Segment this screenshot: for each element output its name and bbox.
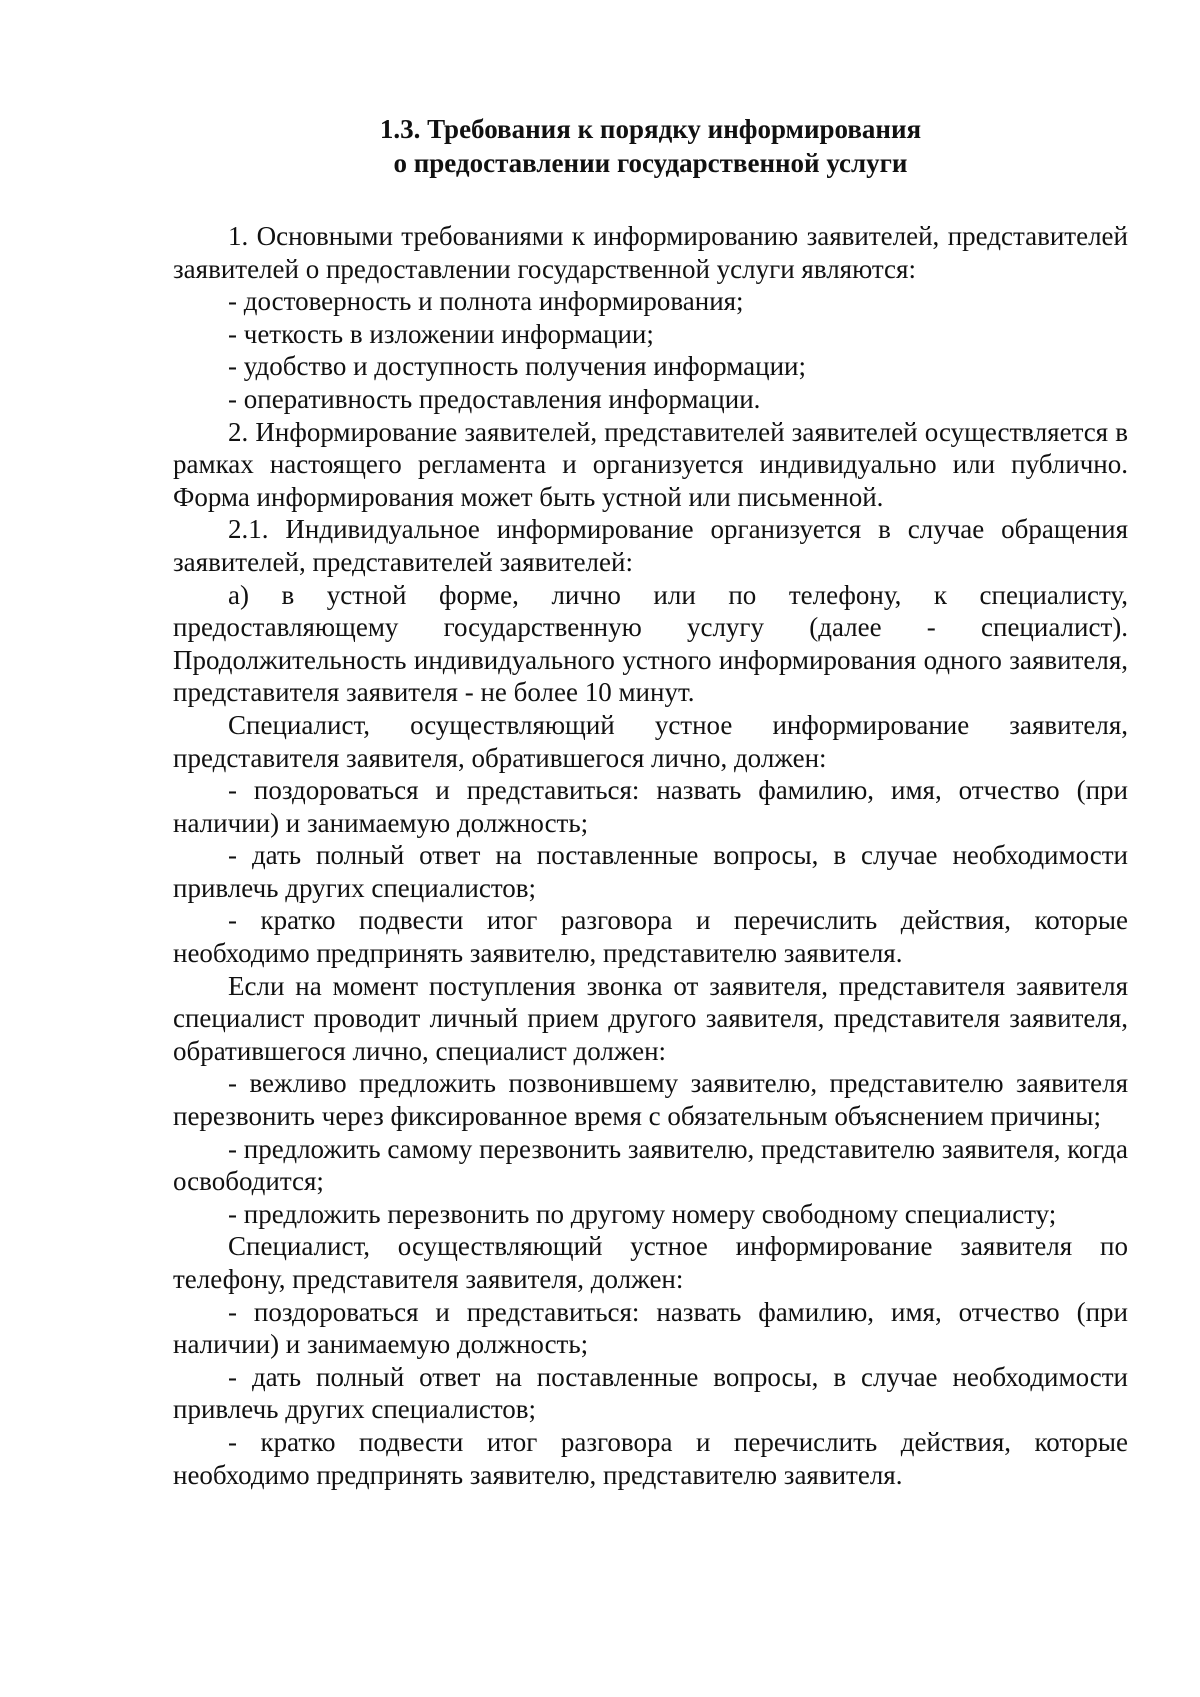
list-item-full-answer: - дать полный ответ на поставленные вопросы, в случае необходимости привлечь других специалистов; [173,840,1128,903]
list-item-call-back-self: - предложить самому перезвонить заявителю, представителю заявителя, когда освободится; [173,1133,1128,1197]
paragraph-oral-form: а) в устной форме, лично или по телефону, к специалисту, предоставляющему государственную услугу (далее - специалист). Продолжительность индивидуального устного информирования одного заявителя, представителя заявителя - не более 10 минут. [173,579,1128,708]
list-item-summarize-phone: - кратко подвести итог разговора и перечислить действия, которые необходимо предпринять заявителю, представителю заявителя. [173,1426,1128,1490]
paragraph-specialist-in-person: Специалист, осуществляющий устное информирование заявителя, представителя заявителя, обратившегося лично, должен: [173,709,1128,773]
list-item-reliability: - достоверность и полнота информирования; [228,286,744,317]
paragraph-requirements-intro: 1. Основными требованиями к информированию заявителей, представителей заявителей о предоставлении государственной услуги являются: [173,221,1128,284]
paragraph-specialist-phone: Специалист, осуществляющий устное информирование заявителя по телефону, представителя заявителя, должен: [173,1231,1128,1294]
list-item-summarize: - кратко подвести итог разговора и перечислить действия, которые необходимо предпринять заявителю, представителю заявителя. [173,905,1128,969]
list-item-convenience: - удобство и доступность получения информации; [228,351,806,382]
list-item-clarity: - четкость в изложении информации; [228,318,654,349]
section-heading-line-1: 1.3. Требования к порядку информирования [379,114,922,144]
section-heading-line-2: о предоставлении государственной услуги [393,148,908,178]
list-item-greet-phone: - поздороваться и представиться: назвать фамилию, имя, отчество (при наличии) и занимаемую должность; [173,1296,1128,1360]
section-heading [173,112,1128,180]
list-item-offer-callback: - вежливо предложить позвонившему заявителю, представителю заявителя перезвонить через фиксированное время с обязательным объяснением причины; [173,1068,1128,1132]
paragraph-informing-forms: 2. Информирование заявителей, представителей заявителей осуществляется в рамках настоящего регламента и организуется индивидуально или публично. Форма информирования может быть устной или письменной. [173,416,1128,512]
document-page [173,112,1128,1491]
paragraph-individual-informing: 2.1. Индивидуальное информирование организуется в случае обращения заявителей, представителей заявителей: [173,514,1128,577]
list-item-other-number: - предложить перезвонить по другому номеру свободному специалисту; [228,1198,1057,1229]
list-item-greet: - поздороваться и представиться: назвать фамилию, имя, отчество (при наличии) и занимаемую должность; [173,775,1128,838]
list-item-full-answer-phone: - дать полный ответ на поставленные вопросы, в случае необходимости привлечь других специалистов; [173,1361,1128,1425]
list-item-promptness: - оперативность предоставления информации. [228,383,761,414]
paragraph-call-during-reception: Если на момент поступления звонка от заявителя, представителя заявителя специалист проводит личный прием другого заявителя, представителя заявителя, обратившегося лично, специалист должен: [173,970,1128,1066]
